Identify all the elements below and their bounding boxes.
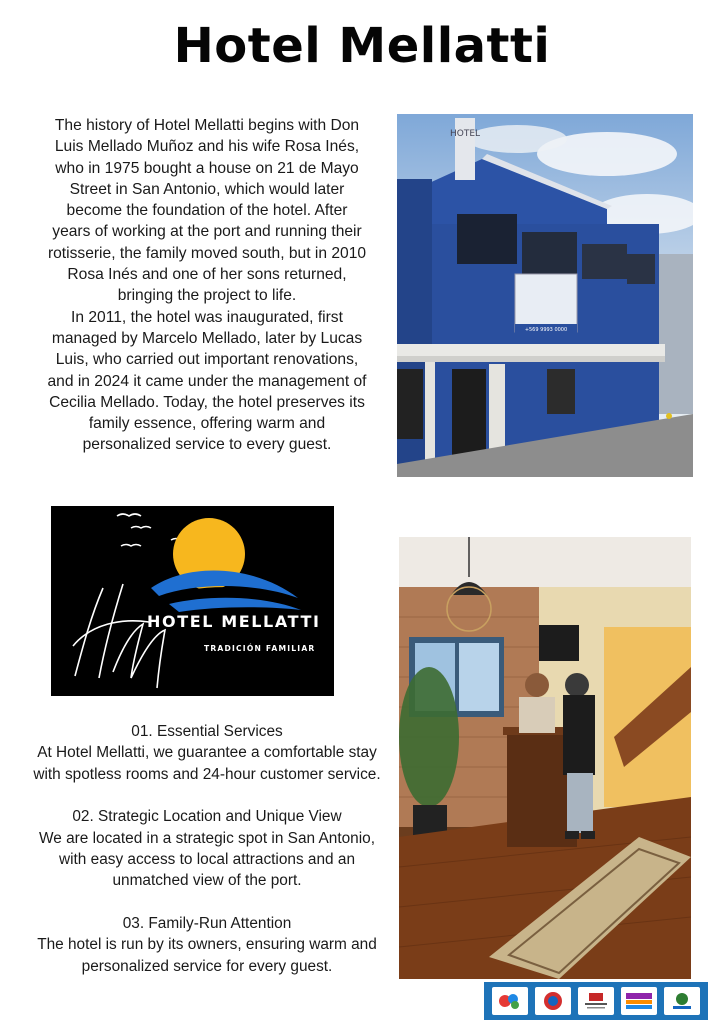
history-line: Luis, who carried out important renovations, bbox=[55, 351, 359, 369]
bird-icon bbox=[131, 527, 151, 529]
reception-photo bbox=[399, 537, 691, 979]
history-line: and in 2024 it came under the management of bbox=[47, 372, 367, 390]
bird-icon bbox=[121, 545, 141, 547]
history-line: rotisserie, the family moved south, but in 2010 bbox=[47, 244, 367, 262]
history-line: The history of Hotel Mellatti begins with Don bbox=[54, 117, 360, 134]
service-item bbox=[10, 721, 404, 785]
san-antonio-logo-icon bbox=[492, 987, 528, 1015]
hotel-logo bbox=[51, 506, 334, 696]
service-line: The hotel is run by its owners, ensuring warm and bbox=[37, 936, 377, 954]
service-heading: 03. Family-Run Attention bbox=[122, 914, 292, 932]
service-line: At Hotel Mellatti, we guarantee a comfortable stay bbox=[37, 744, 377, 762]
history-line: managed by Marcelo Mellado, later by Lucas bbox=[51, 329, 363, 347]
partner-badges-strip bbox=[484, 982, 708, 1020]
history-paragraph-2 bbox=[22, 307, 392, 456]
history-line: personalized service to every guest. bbox=[82, 436, 332, 454]
service-line: with easy access to local attractions and an bbox=[59, 851, 355, 869]
history-line: Cecilia Mellado. Today, the hotel preserves its bbox=[49, 393, 365, 411]
service-line: We are located in a strategic spot in San Antonio, bbox=[39, 829, 375, 847]
history-line: Luis Mellado Muñoz and his wife Rosa Inés, bbox=[54, 138, 360, 156]
chamber-logo-icon bbox=[578, 987, 614, 1015]
bird-icon bbox=[117, 514, 141, 516]
monogram-icon bbox=[73, 584, 165, 688]
service-item bbox=[10, 806, 404, 892]
logo-tagline: TRADICIÓN FAMILIAR bbox=[204, 644, 316, 653]
service-heading: 02. Strategic Location and Unique View bbox=[72, 808, 342, 826]
history-paragraph-1 bbox=[22, 115, 392, 307]
history-line: who in 1975 bought a house on 21 de Mayo bbox=[55, 159, 359, 177]
service-line: personalized service for every guest. bbox=[81, 957, 333, 975]
service-heading: 01. Essential Services bbox=[131, 723, 283, 740]
service-line: unmatched view of the port. bbox=[112, 872, 302, 890]
tourism-logo-icon bbox=[621, 987, 657, 1015]
banner-phone: +569 9993 0000 bbox=[524, 327, 568, 333]
smea-logo-icon bbox=[664, 987, 700, 1015]
history-line: years of working at the port and running their bbox=[52, 223, 362, 241]
history-text bbox=[22, 115, 392, 456]
service-line: with spotless rooms and 24-hour customer service. bbox=[33, 765, 381, 783]
logo-name: HOTEL MELLATTI bbox=[147, 612, 321, 631]
history-line: bringing the project to life. bbox=[117, 287, 297, 305]
services-section bbox=[10, 721, 404, 998]
history-line: Street in San Antonio, which would later bbox=[69, 180, 345, 198]
history-line: In 2011, the hotel was inaugurated, first bbox=[71, 308, 343, 326]
history-line: Rosa Inés and one of her sons returned, bbox=[67, 266, 347, 284]
history-line: family essence, offering warm and bbox=[88, 415, 326, 433]
hotel-sign-text: HOTEL bbox=[449, 129, 481, 139]
hotel-building-photo bbox=[397, 114, 693, 477]
service-item bbox=[10, 913, 404, 977]
history-line: become the foundation of the hotel. After bbox=[66, 202, 348, 220]
seal-emblem-icon bbox=[535, 987, 571, 1015]
page-title: Hotel Mellatti bbox=[173, 18, 551, 74]
